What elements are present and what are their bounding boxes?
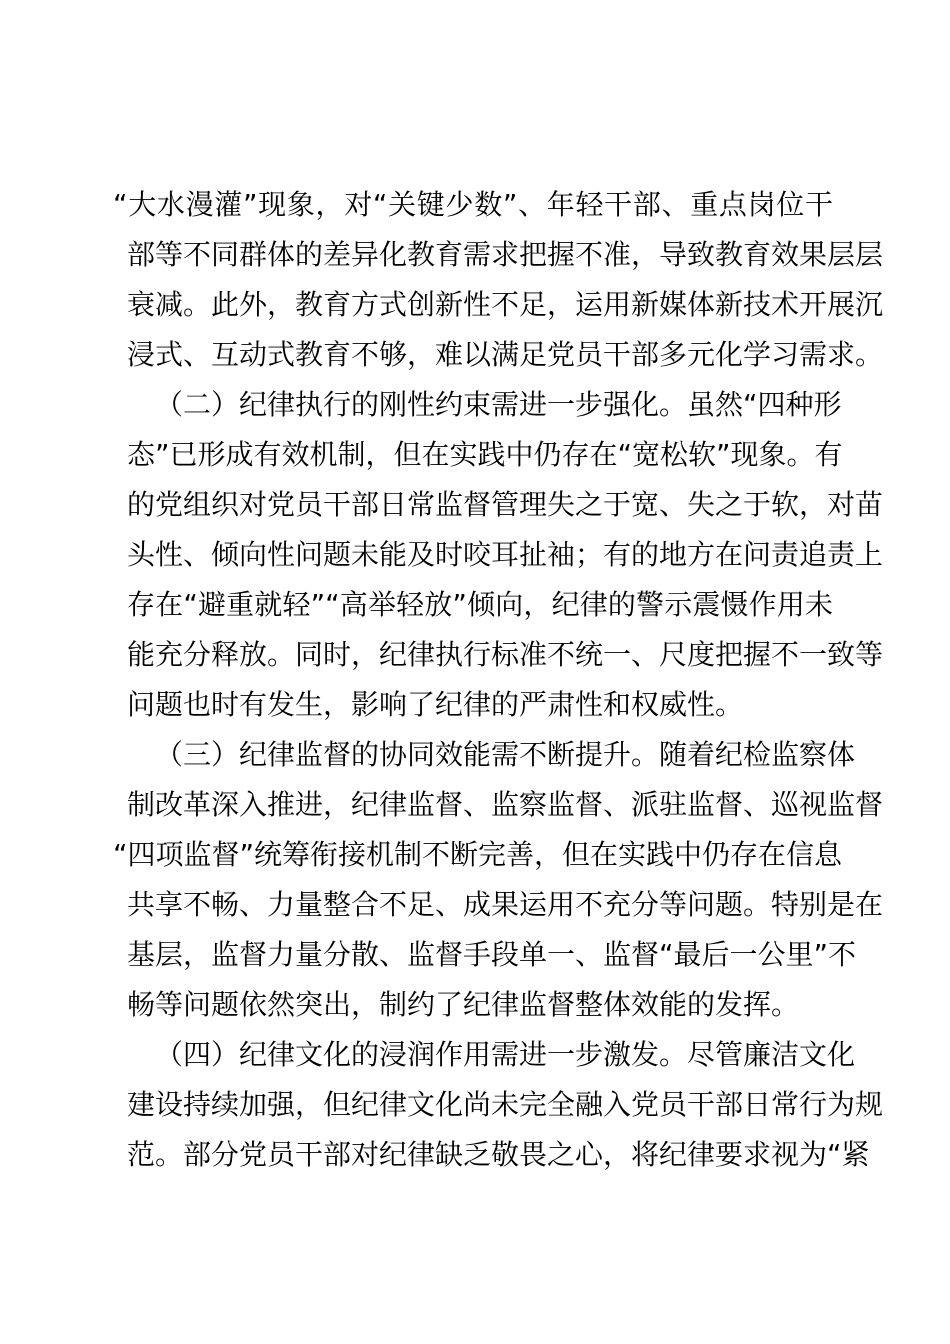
text-line: （四）纪律文化的浸润作用需进一步激发。尽管廉洁文化	[155, 1038, 856, 1071]
text-line: 基层，监督力量分散、监督手段单一、监督“最后一公里”不	[127, 938, 857, 971]
text-line: 畅等问题依然突出，制约了纪律监督整体效能的发挥。	[127, 988, 800, 1021]
text-line: 制改革深入推进，纪律监督、监察监督、派驻监督、巡视监督	[127, 788, 884, 821]
paragraph-2	[127, 380, 884, 730]
text-line: （三）纪律监督的协同效能需不断提升。随着纪检监察体	[155, 738, 856, 771]
text-line: （二）纪律执行的刚性约束需进一步强化。虽然“四种形	[155, 388, 842, 421]
text-line: 问题也时有发生，影响了纪律的严肃性和权威性。	[127, 688, 744, 721]
text-line: 部等不同群体的差异化教育需求把握不准，导致教育效果层层	[127, 238, 884, 271]
text-line: 能充分释放。同时，纪律执行标准不统一、尺度把握不一致等	[127, 638, 884, 671]
paragraph-4	[127, 1030, 884, 1180]
text-line: “大水漫灌”现象，对“关键少数”、年轻干部、重点岗位干	[113, 188, 833, 221]
text-line: 共享不畅、力量整合不足、成果运用不充分等问题。特别是在	[127, 888, 884, 921]
text-line: 的党组织对党员干部日常监督管理失之于宽、失之于软，对苗	[127, 488, 884, 521]
body-text	[113, 180, 884, 1180]
text-line: “四项监督”统筹衔接机制不断完善，但在实践中仍存在信息	[113, 838, 843, 871]
paragraph-3	[113, 730, 884, 1030]
text-line: 范。部分党员干部对纪律缺乏敬畏之心，将纪律要求视为“紧	[127, 1138, 870, 1171]
text-line: 头性、倾向性问题未能及时咬耳扯袖；有的地方在问责追责上	[127, 538, 884, 571]
text-line: 衰减。此外，教育方式创新性不足，运用新媒体新技术开展沉	[127, 288, 884, 321]
text-line: 存在“避重就轻”“高举轻放”倾向，纪律的警示震慑作用未	[127, 588, 833, 621]
paragraph-1	[113, 180, 884, 380]
text-line: 浸式、互动式教育不够，难以满足党员干部多元化学习需求。	[127, 338, 884, 371]
text-line: 建设持续加强，但纪律文化尚未完全融入党员干部日常行为规	[127, 1088, 884, 1121]
text-line: 态”已形成有效机制，但在实践中仍存在“宽松软”现象。有	[127, 438, 843, 471]
